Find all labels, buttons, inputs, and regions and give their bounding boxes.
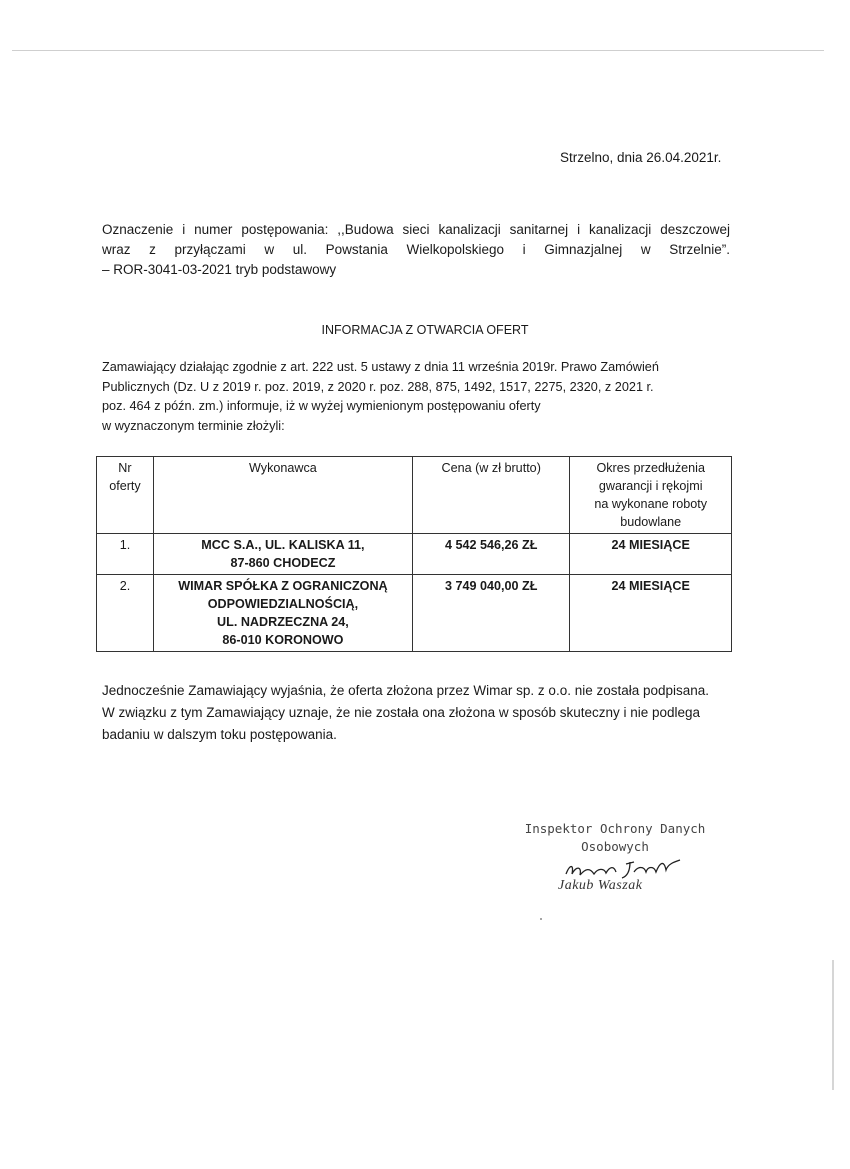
header-price: Cena (w zł brutto): [412, 457, 569, 534]
scan-speck: [540, 918, 542, 920]
row-contractor: WIMAR SPÓŁKA Z OGRANICZONĄ ODPOWIEDZIALNOŚCIĄ, UL. NADRZECZNA 24, 86-010 KORONOWO: [153, 575, 412, 652]
row-warranty: 24 MIESIĄCE: [570, 575, 732, 652]
subject-line-3: – ROR-3041-03-2021 tryb podstawowy: [102, 262, 337, 277]
row-warranty: 24 MIESIĄCE: [570, 534, 732, 575]
intro-paragraph: [102, 358, 742, 436]
closing-line-2: W związku z tym Zamawiający uznaje, że nie została ona złożona w sposób skuteczny i nie podlega: [102, 705, 701, 720]
subject-line-2: wraz z przyłączami w ul. Powstania Wielkopolskiego i Gimnazjalnej w Strzelnie”.: [102, 242, 730, 257]
closing-line-3: badaniu w dalszym toku postępowania.: [102, 727, 337, 742]
row-price: 3 749 040,00 ZŁ: [412, 575, 569, 652]
header-contractor: Wykonawca: [153, 457, 412, 534]
closing-paragraph: [102, 680, 738, 746]
header-warranty: Okres przedłużenia gwarancji i rękojmi na wykonane roboty budowlane: [570, 457, 732, 534]
document-heading: INFORMACJA Z OTWARCIA OFERT: [321, 323, 529, 337]
intro-line-3: poz. 464 z późn. zm.) informuje, iż w wyżej wymienionym postępowaniu oferty: [102, 399, 541, 413]
stamp-title-line-1: Inspektor Ochrony Danych: [524, 821, 706, 836]
closing-line-1: Jednocześnie Zamawiający wyjaśnia, że oferta złożona przez Wimar sp. z o.o. nie została podpisana.: [102, 683, 710, 698]
intro-line-2: Publicznych (Dz. U z 2019 r. poz. 2019, z 2020 r. poz. 288, 875, 1492, 1517, 2275, 2320, z 2021 r.: [102, 379, 654, 394]
scan-border-line: [12, 50, 824, 51]
table-row: [97, 534, 732, 575]
signatory-name: Jakub Waszak: [558, 878, 643, 893]
intro-line-1: Zamawiający działając zgodnie z art. 222 ust. 5 ustawy z dnia 11 września 2019r. Prawo Zamówień: [102, 360, 659, 374]
row-nr: 1.: [97, 534, 154, 575]
stamp-title-line-2: Osobowych: [581, 839, 649, 854]
table-header-row: [97, 457, 732, 534]
subject-line-1: Oznaczenie i numer postępowania: ,,Budowa sieci kanalizacji sanitarnej i kanalizacji deszczowej: [102, 222, 730, 237]
subject-block: [102, 220, 730, 280]
scan-edge-mark: [832, 960, 834, 1090]
intro-line-4: w wyznaczonym terminie złożyli:: [102, 418, 285, 433]
row-contractor: MCC S.A., UL. KALISKA 11, 87-860 CHODECZ: [153, 534, 412, 575]
row-price: 4 542 546,26 ZŁ: [412, 534, 569, 575]
header-nr: Nr oferty: [97, 457, 154, 534]
offers-table: [96, 456, 732, 652]
signature-stamp: [520, 820, 710, 856]
table-row: [97, 575, 732, 652]
date-line: Strzelno, dnia 26.04.2021r.: [560, 150, 722, 165]
row-nr: 2.: [97, 575, 154, 652]
